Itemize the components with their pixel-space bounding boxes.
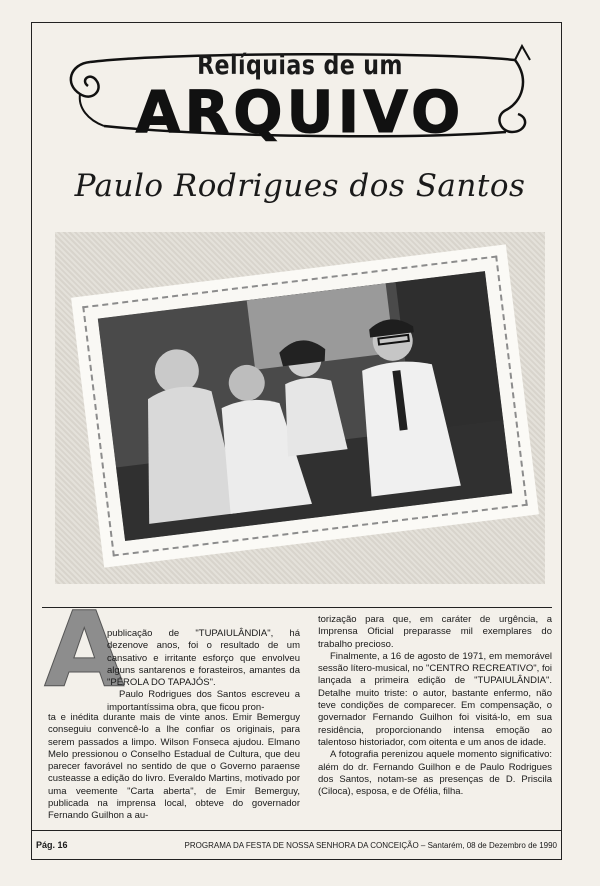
page-number: Pág. 16 — [36, 840, 68, 850]
paragraph-1: publicação de "TUPAIULÂNDIA", há dezenove anos, foi o resultado de um cansativo e irritante esforço que envolveu alguns santarenos e forasteiros, amantes da "PÉROLA DO TAPAJÓS". — [107, 628, 300, 689]
program-title: PROGRAMA DA FESTA DE NOSSA SENHORA DA CONCEIÇÃO — [184, 840, 419, 850]
title-large: ARQUIVO — [135, 78, 465, 146]
column-1-top — [107, 628, 300, 714]
title-small: Relíquias de um — [197, 50, 403, 81]
drop-cap: A — [44, 589, 125, 711]
paragraph-3: torização para que, em caráter de urgência, a Imprensa Oficial preparasse mil exemplares do trabalho precioso. — [318, 614, 552, 650]
dateline: – Santarém, 08 de Dezembro de 1990 — [420, 840, 557, 850]
paragraph-4: Finalmente, a 16 de agosto de 1971, em memorável sessão lítero-musical, no "CENTRO RECREATIVO", foi lançada a primeira edição de "TUPAIULÂNDIA". Detalhe muito triste: o autor, bastante enfermo, não teve condições de comparecer. Em compensação, o governador Fernando Guilhon foi visitá-lo, em sua residência, proporcionando intensa emoção ao talentoso historiador, com oitenta e um anos de idade. — [318, 650, 552, 748]
footer-program — [185, 841, 557, 850]
photograph — [82, 255, 528, 556]
title-scroll — [60, 40, 540, 152]
footer — [36, 838, 557, 852]
paragraph-2-continued: ta e inédita durante mais de vinte anos. Emir Bemerguy conseguiu convencê-lo a lhe confiar os originais, para serem passados a limpo. Wilson Fonseca ajudou. Elmano Melo pressionou o Conselho Estadual de Cultura, que deu parecer favorável no sentido de que o Governo paraense custeasse a edição do livro. Everaldo Martins, motivado por uma veemente "Carta aberta", de Emir Bemerguy, publicada na imprensa local, obteve do governador Fernando Guilhon a au- — [48, 712, 300, 822]
author-name: Paulo Rodrigues dos Santos — [74, 168, 526, 204]
paragraph-2: Paulo Rodrigues dos Santos escreveu a importantíssima obra, que ficou pron- — [107, 689, 300, 713]
footer-rule — [31, 830, 562, 831]
column-1-bottom — [48, 712, 300, 823]
photograph-image — [98, 271, 512, 541]
photo-scene — [98, 271, 512, 541]
paragraph-5: A fotografia perenizou aquele momento significativo: além do dr. Fernando Guilhon e de Paulo Rodrigues dos Santos, notam-se as presenças de D. Priscila (Ciloca), esposa, e de Ofélia, filha. — [318, 749, 552, 798]
column-2 — [318, 614, 552, 798]
